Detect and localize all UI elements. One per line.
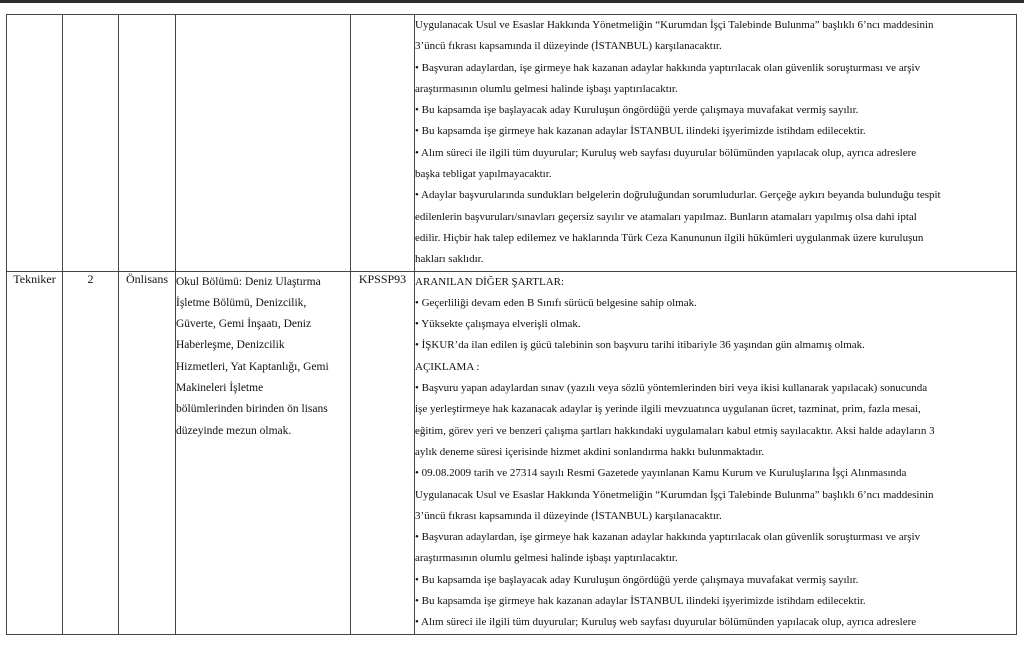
text-line: Haberleşme, Denizcilik <box>176 339 285 352</box>
requirements-cell <box>415 15 1017 272</box>
table-row <box>7 15 1017 272</box>
text-line: • Geçerliliği devam eden B Sınıfı sürücü belgesine sahip olmak. <box>415 296 697 309</box>
title-cell <box>7 15 63 272</box>
position-count: 2 <box>63 271 119 634</box>
level-cell <box>119 15 176 272</box>
count-cell <box>63 15 119 272</box>
position-title: Tekniker <box>7 271 63 634</box>
text-line: • Alım süreci ile ilgili tüm duyurular; Kuruluş web sayfası duyurular bölümünden yapılacak olup, ayrıca adreslere <box>415 146 917 159</box>
job-listing-table <box>6 14 1017 635</box>
table-row <box>7 271 1017 634</box>
text-line: Okul Bölümü: Deniz Ulaştırma <box>176 275 321 288</box>
text-line: edilir. Hiçbir hak talep edilemez ve haklarında Türk Ceza Kanununun ilgili hükümleri uygulanmak üzere kuruluşun <box>415 231 924 244</box>
text-line: eğitim, görev yeri ve benzeri çalışma şartları hakkındaki uygulamaları kabul etmiş sayılacaktır. Aksi halde adayların 3 <box>415 424 935 437</box>
text-line: araştırmasının olumlu gelmesi halinde işbaşı yaptırılacaktır. <box>415 552 678 565</box>
text-line: aylık deneme süresi içerisinde hizmet akdini sonlandırma hakkı bulunmaktadır. <box>415 445 765 458</box>
text-line: düzeyinde mezun olmak. <box>176 424 292 437</box>
text-line: • Adaylar başvurularında sundukları belgelerin doğruluğundan sorumludurlar. Gerçeğe aykırı beyanda bulunduğu tespit <box>415 189 941 202</box>
text-line: Uygulanacak Usul ve Esaslar Hakkında Yönetmeliğin “Kurumdan İşçi Talebinde Bulunma” başlıklı 6’ncı maddesinin <box>415 488 934 501</box>
requirements-cell <box>415 271 1017 634</box>
text-line: araştırmasının olumlu gelmesi halinde işbaşı yaptırılacaktır. <box>415 82 678 95</box>
text-line: ARANILAN DİĞER ŞARTLAR: <box>415 275 565 288</box>
requirements-text <box>415 15 1016 271</box>
education-requirement <box>176 271 351 634</box>
text-line: edilenlerin başvuruları/sınavları geçersiz sayılır ve atamaları yapılmaz. Bunların atamaları yapılmış olsa dahi iptal <box>415 210 917 223</box>
exam-score-type: KPSSP93 <box>351 271 415 634</box>
text-line: başka tebligat yapılmayacaktır. <box>415 168 552 181</box>
text-line: • İŞKUR’da ilan edilen iş gücü talebinin son başvuru tarihi itibariyle 36 yaşından gün almamış olmak. <box>415 339 865 352</box>
top-border <box>0 0 1024 3</box>
text-line: • Başvuru yapan adaylardan sınav (yazılı veya sözlü yöntemlerinden biri veya ikisi kullanarak yapılacak) sonucunda <box>415 382 928 395</box>
text-line: AÇIKLAMA : <box>415 360 480 373</box>
text-line: • Bu kapsamda işe girmeye hak kazanan adaylar İSTANBUL ilindeki işyerimizde istihdam edilecektir. <box>415 595 866 608</box>
text-line: • Bu kapsamda işe girmeye hak kazanan adaylar İSTANBUL ilindeki işyerimizde istihdam edilecektir. <box>415 125 866 138</box>
education-cell <box>176 15 351 272</box>
education-level: Önlisans <box>119 271 176 634</box>
text-line: Güverte, Gemi İnşaatı, Deniz <box>176 318 312 331</box>
requirements-text <box>415 272 1016 634</box>
text-line: işe yerleştirmeye hak kazanacak adaylar iş yerinde ilgili mevzuatınca uygulanan ücret, tazminat, prim, fazla mesai, <box>415 403 921 416</box>
exam-cell <box>351 15 415 272</box>
text-line: • Yüksekte çalışmaya elverişli olmak. <box>415 318 581 331</box>
text-line: • 09.08.2009 tarih ve 27314 sayılı Resmi Gazetede yayınlanan Kamu Kurum ve Kuruluşlarına İşçi Alınmasında <box>415 467 907 480</box>
text-line: • Başvuran adaylardan, işe girmeye hak kazanan adaylar hakkında yaptırılacak olan güvenlik soruşturması ve arşiv <box>415 61 921 74</box>
text-line: Makineleri İşletme <box>176 382 264 395</box>
text-line: Uygulanacak Usul ve Esaslar Hakkında Yönetmeliğin “Kurumdan İşçi Talebinde Bulunma” başlıklı 6’ncı maddesinin <box>415 19 934 31</box>
text-line: hakları saklıdır. <box>415 253 484 266</box>
text-line: 3’üncü fıkrası kapsamında il düzeyinde (İSTANBUL) karşılanacaktır. <box>415 40 722 53</box>
text-line: bölümlerinden birinden ön lisans <box>176 403 328 416</box>
text-line: • Başvuran adaylardan, işe girmeye hak kazanan adaylar hakkında yaptırılacak olan güvenlik soruşturması ve arşiv <box>415 531 921 544</box>
text-line: 3’üncü fıkrası kapsamında il düzeyinde (İSTANBUL) karşılanacaktır. <box>415 509 722 522</box>
text-line: • Alım süreci ile ilgili tüm duyurular; Kuruluş web sayfası duyurular bölümünden yapılacak olup, ayrıca adreslere <box>415 616 917 629</box>
text-line: Hizmetleri, Yat Kaptanlığı, Gemi <box>176 360 329 373</box>
text-line: • Bu kapsamda işe başlayacak aday Kuruluşun öngördüğü yerde çalışmaya muvafakat vermiş sayılır. <box>415 104 859 117</box>
education-text <box>176 272 350 442</box>
text-line: İşletme Bölümü, Denizcilik, <box>176 296 307 309</box>
text-line: • Bu kapsamda işe başlayacak aday Kuruluşun öngördüğü yerde çalışmaya muvafakat vermiş sayılır. <box>415 573 859 586</box>
